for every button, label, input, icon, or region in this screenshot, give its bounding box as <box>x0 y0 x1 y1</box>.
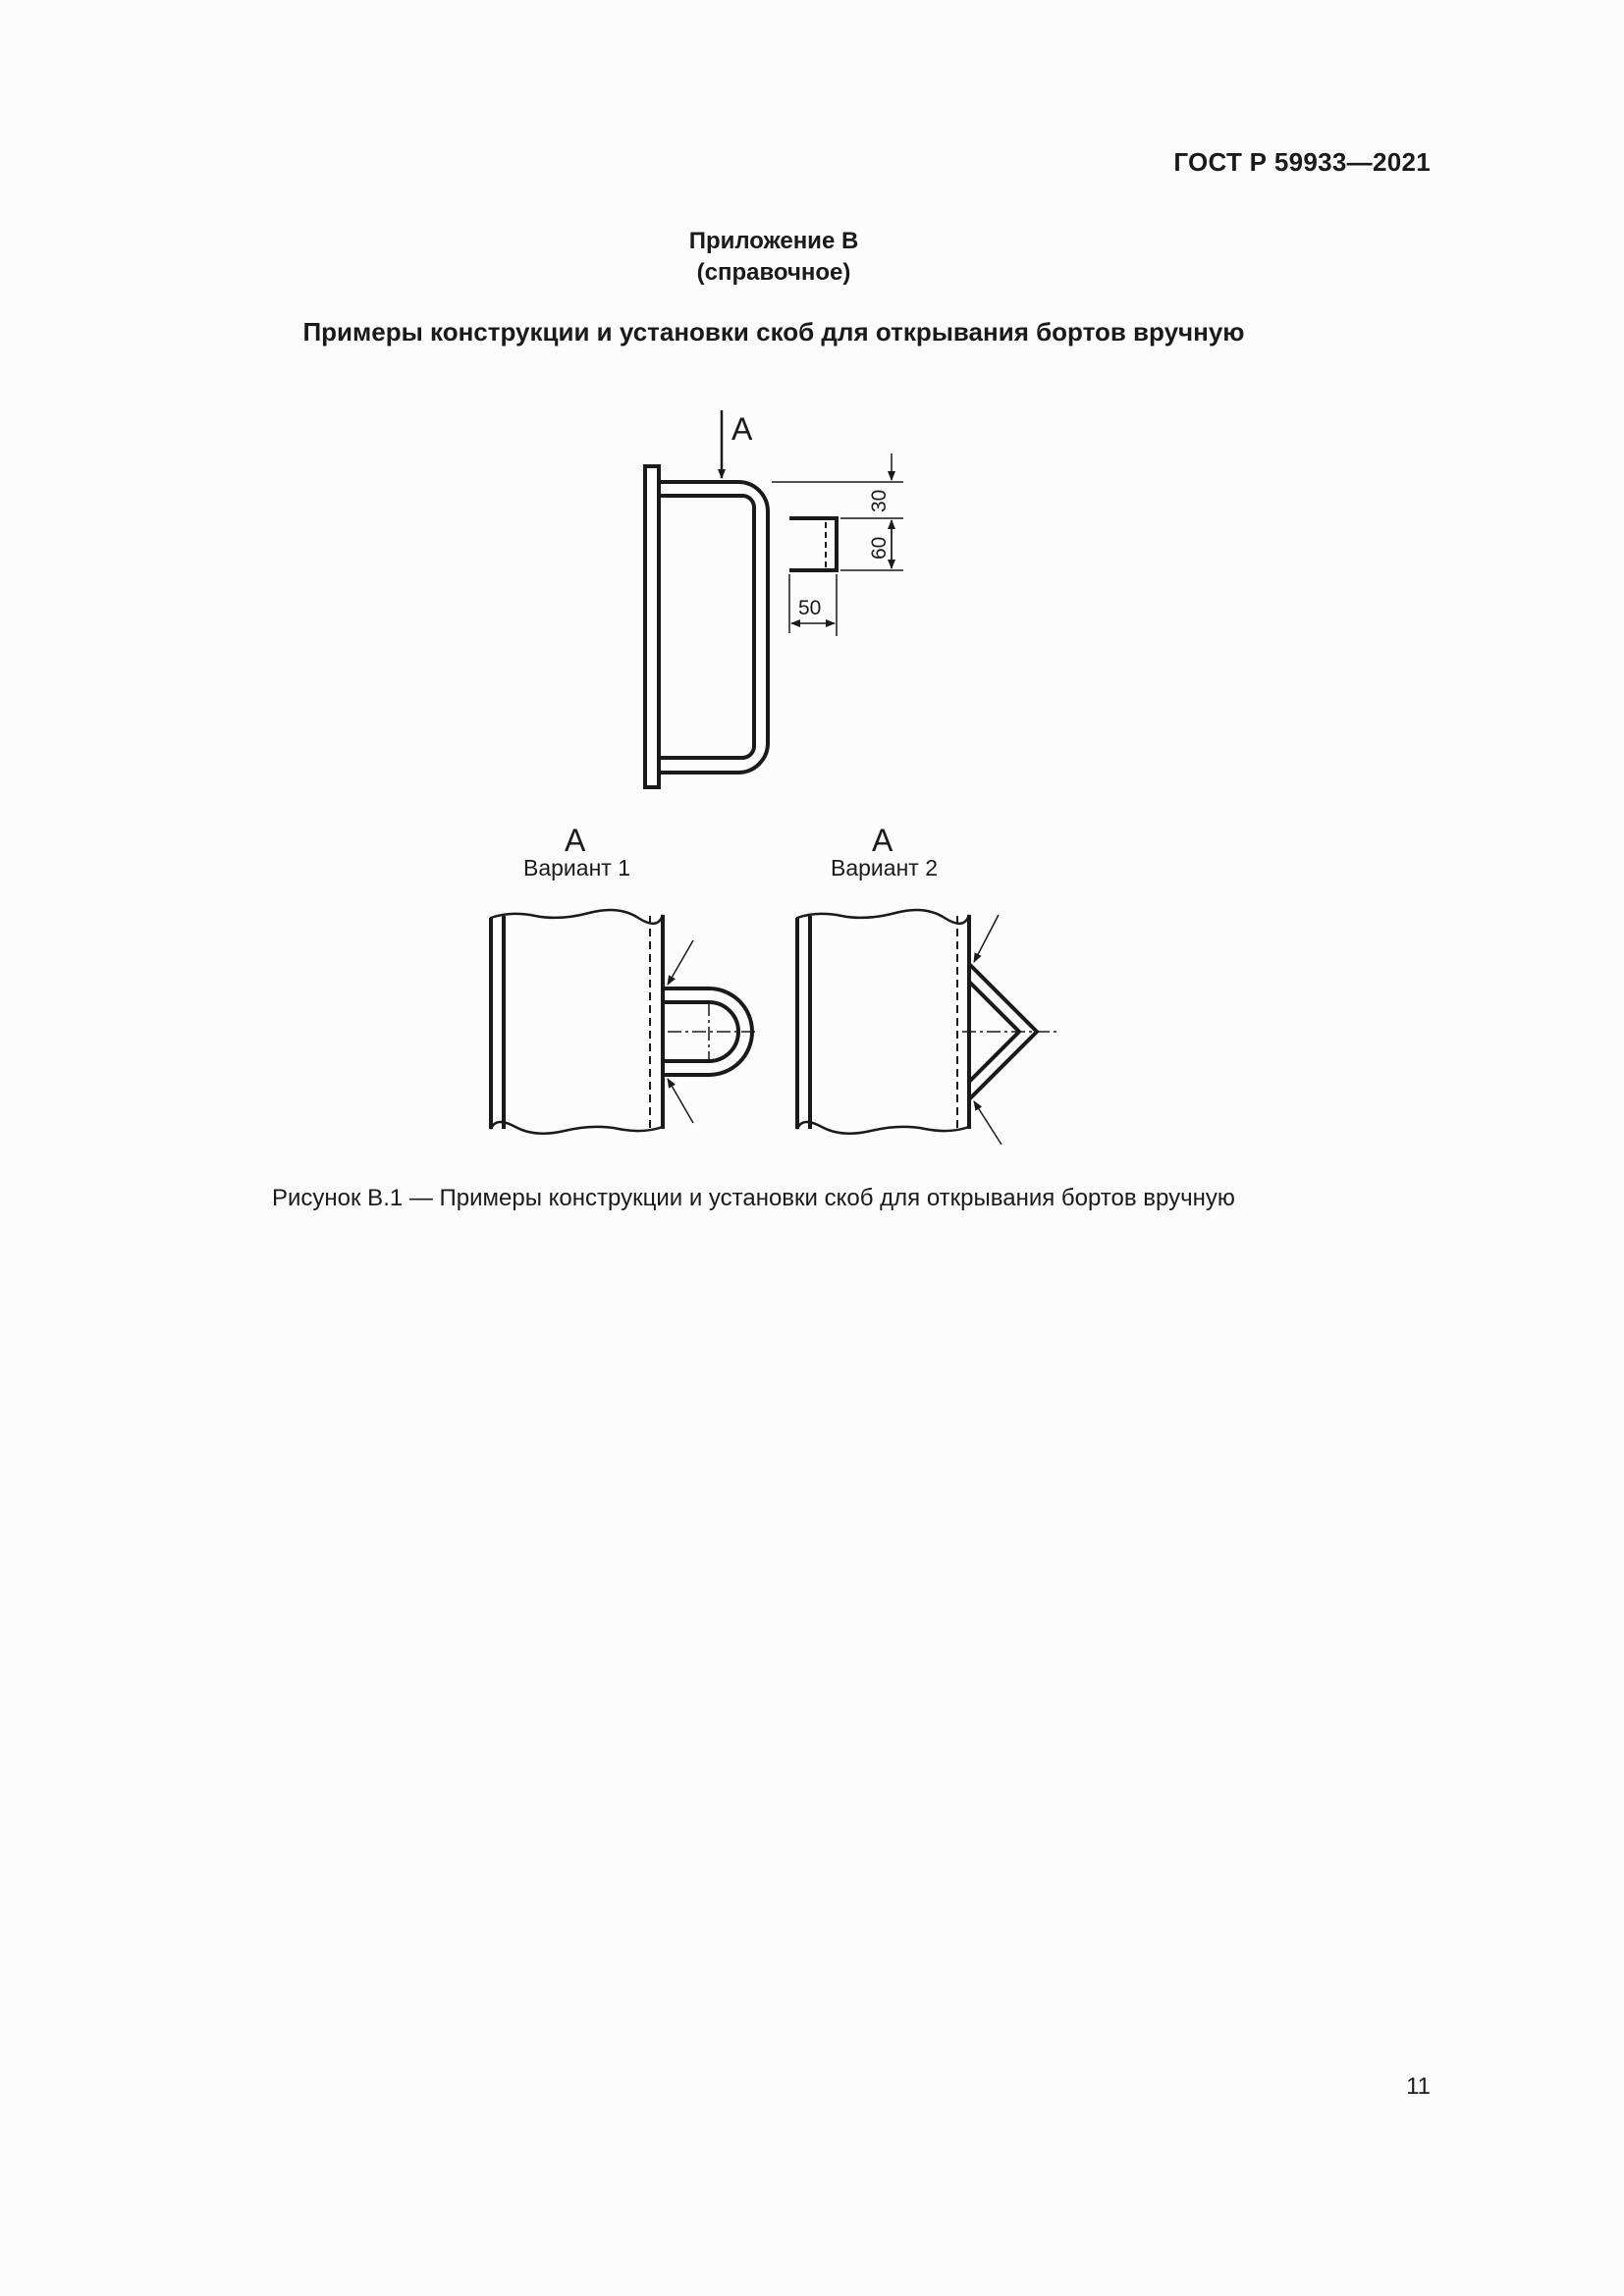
board-plate <box>645 466 659 787</box>
figure-caption: Рисунок В.1 — Примеры конструкции и установки скоб для открывания бортов вручную <box>272 1185 1235 1211</box>
appendix-type: (справочное) <box>696 259 851 286</box>
variant2-view <box>797 910 1060 1145</box>
section-title: Примеры конструкции и установки скоб для открывания бортов вручную <box>302 317 1245 347</box>
variant2-view-label: А <box>872 823 893 858</box>
dimension-30-label: 30 <box>868 489 891 512</box>
view-arrow-label: А <box>731 411 753 447</box>
leader-arrow-top <box>668 940 693 985</box>
variant1-view-label: А <box>565 823 586 858</box>
leader-arrow-bottom <box>668 1079 693 1123</box>
dimension-60-label: 60 <box>868 536 891 560</box>
small-block <box>789 518 837 570</box>
side-view <box>645 410 903 787</box>
appendix-title: Приложение В <box>688 228 859 254</box>
board-section <box>797 910 969 1134</box>
dimension-50-label: 50 <box>798 597 822 619</box>
bracket-inner <box>659 496 754 758</box>
variant2-name: Вариант 2 <box>831 855 938 881</box>
board-section <box>491 910 663 1134</box>
standard-code: ГОСТ Р 59933—2021 <box>1173 147 1431 177</box>
variant1-name: Вариант 1 <box>523 855 630 881</box>
variant1-view <box>491 910 756 1134</box>
leader-arrow-bottom <box>974 1101 1001 1145</box>
leader-arrow-top <box>974 915 999 962</box>
bracket-outer <box>659 482 768 773</box>
v-bracket-outer <box>969 964 1037 1099</box>
page-number: 11 <box>1406 2073 1431 2100</box>
